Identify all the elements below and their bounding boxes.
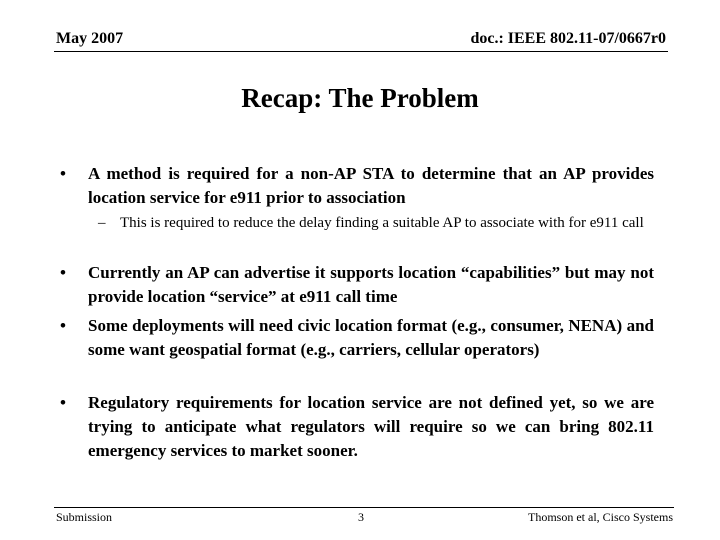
bullet-marker: • <box>60 263 66 282</box>
header-doc-id: doc.: IEEE 802.11-07/0667r0 <box>470 30 666 47</box>
slide-title: Recap: The Problem <box>241 83 479 113</box>
page-number: 3 <box>358 510 364 524</box>
bullet-marker: • <box>60 393 66 412</box>
sub-bullet-marker: – <box>98 215 106 231</box>
bullet-text: A method is required for a non-AP STA to determine that an AP provides location service for e911 prior to association <box>88 164 654 207</box>
footer-submission: Submission <box>56 510 113 524</box>
bullet-marker: • <box>60 164 66 183</box>
sub-bullet-item <box>98 213 660 233</box>
bullet-text: Regulatory requirements for location service are not defined yet, so we are trying to anticipate what regulators will require so we can bring 802.11 emergency services to market sooner. <box>88 393 654 460</box>
footer-divider <box>54 507 674 508</box>
bullet-text: Some deployments will need civic location format (e.g., consumer, NENA) and some want geospatial format (e.g., carriers, cellular operators) <box>88 316 654 359</box>
bullet-item <box>60 261 654 309</box>
bullet-item <box>60 391 654 463</box>
sub-bullet-text: This is required to reduce the delay finding a suitable AP to associate with for e911 call <box>120 215 644 231</box>
bullet-item <box>60 162 654 210</box>
header-date: May 2007 <box>56 30 124 47</box>
footer-authors: Thomson et al, Cisco Systems <box>528 510 673 524</box>
header-divider <box>54 51 668 52</box>
bullet-marker: • <box>60 316 66 335</box>
bullet-item <box>60 314 654 362</box>
bullet-text: Currently an AP can advertise it supports location “capabilities” but may not provide location “service” at e911 call time <box>88 263 654 306</box>
